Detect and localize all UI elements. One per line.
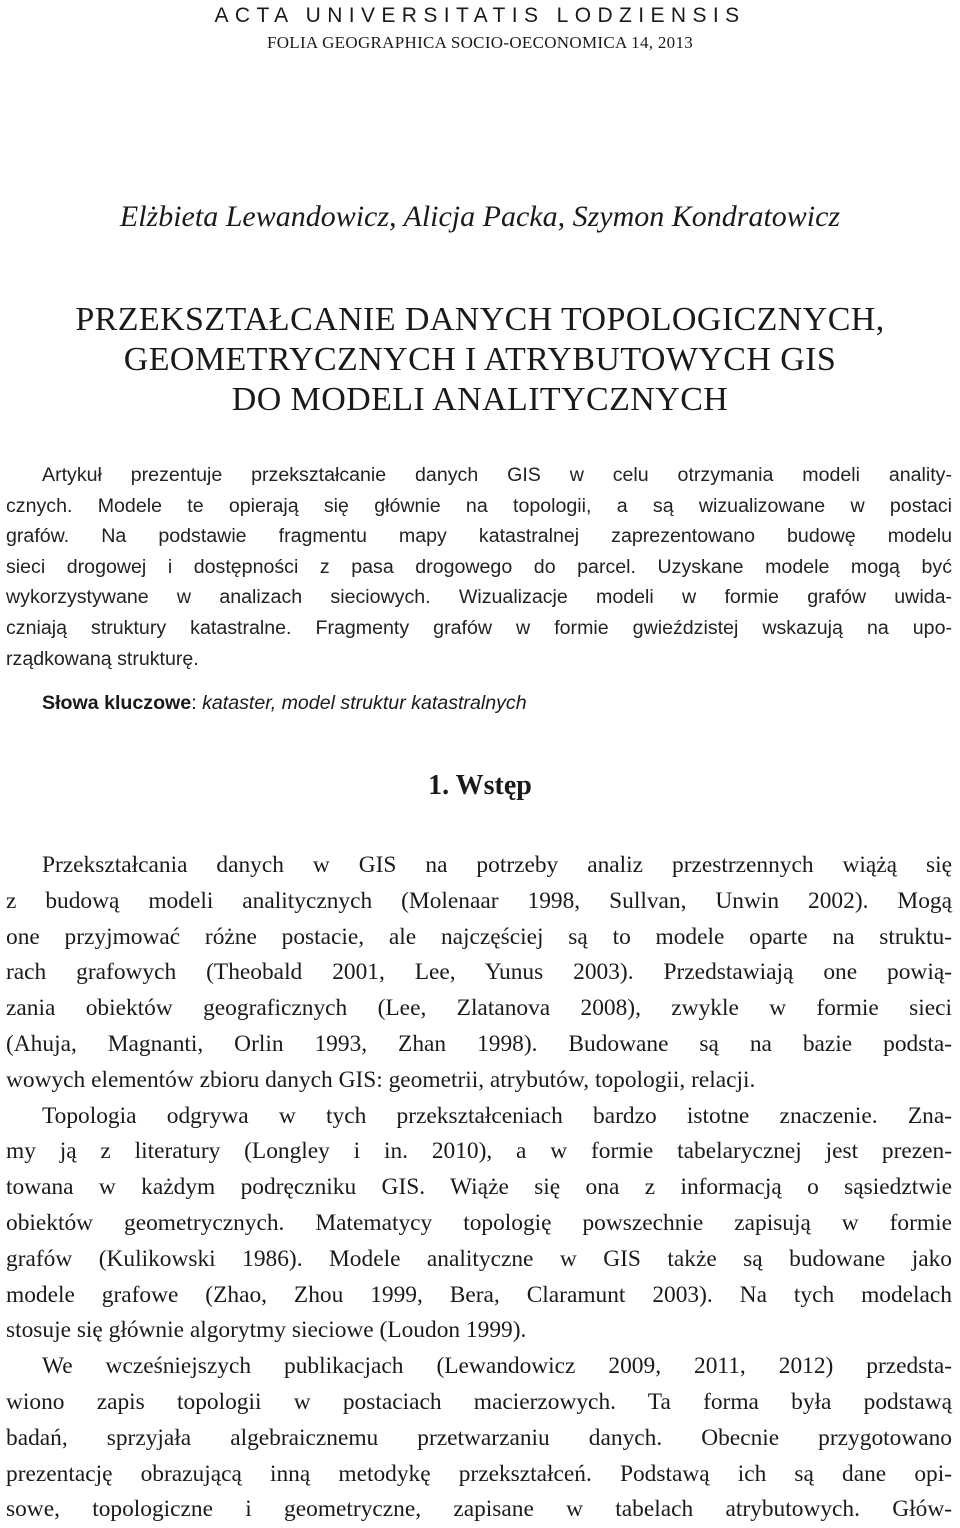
- keywords-values: kataster, model struktur katastralnych: [202, 692, 527, 714]
- abstract-line: grafów. Na podstawie fragmentu mapy katastralnej zaprezentowano budowę modelu: [6, 525, 952, 548]
- title-line: GEOMETRYCZNYCH I ATRYBUTOWYCH GIS: [123, 341, 837, 378]
- body-line: badań, sprzyjała algebraicznemu przetwarzaniu danych. Obecnie przygotowano: [6, 1424, 952, 1451]
- abstract-line: rządkowaną strukturę.: [6, 647, 199, 670]
- abstract-line: Artykuł prezentuje przekształcanie danych GIS w celu otrzymania modeli anality-: [42, 464, 952, 486]
- body-line: rach grafowych (Theobald 2001, Lee, Yunus 2003). Przedstawiają one powią-: [6, 959, 952, 986]
- body-line: z budową modeli analitycznych (Molenaar 1998, Sullvan, Unwin 2002). Mogą: [6, 887, 952, 914]
- abstract-line: czniają struktury katastralne. Fragmenty grafów w formie gwieździstej wskazują na upo-: [6, 616, 952, 639]
- body-line: Przekształcania danych w GIS na potrzeby analiz przestrzennych wiążą się: [42, 852, 952, 878]
- keywords-separator: :: [191, 692, 203, 714]
- body-line: stosuje się głównie algorytmy sieciowe (Loudon 1999).: [6, 1317, 527, 1344]
- body-line: one przyjmować różne postacie, ale najczęściej są to modele oparte na struktu-: [6, 923, 952, 950]
- body-line: wowych elementów zbioru danych GIS: geometrii, atrybutów, topologii, relacji.: [6, 1066, 756, 1093]
- body-line: wiono zapis topologii w postaciach macierzowych. Ta forma była podstawą: [6, 1388, 952, 1415]
- body-line: obiektów geometrycznych. Matematycy topologię powszechnie zapisują w formie: [6, 1209, 952, 1236]
- body-line: grafów (Kulikowski 1986). Modele analityczne w GIS także są budowane jako: [6, 1245, 952, 1272]
- section-heading: 1. Wstęp: [428, 770, 532, 801]
- journal-series: FOLIA GEOGRAPHICA SOCIO-OECONOMICA 14, 2013: [266, 33, 694, 52]
- abstract-line: cznych. Modele te opierają się głównie na topologii, a są wizualizowane w postaci: [6, 494, 952, 517]
- title-line: DO MODELI ANALITYCZNYCH: [231, 381, 729, 418]
- keywords-label: Słowa kluczowe: [42, 692, 192, 714]
- body-line: (Ahuja, Magnanti, Orlin 1993, Zhan 1998). Budowane są na bazie podsta-: [6, 1030, 952, 1057]
- body-line: prezentację obrazującą inną metodykę przekształceń. Podstawą ich są dane opi-: [6, 1460, 952, 1487]
- journal-name: ACTA UNIVERSITATIS LODZIENSIS: [214, 4, 746, 27]
- body-line: Topologia odgrywa w tych przekształceniach bardzo istotne znaczenie. Zna-: [42, 1102, 952, 1129]
- authors: Elżbieta Lewandowicz, Alicja Packa, Szymon Kondratowicz: [119, 200, 841, 233]
- abstract: [6, 460, 952, 674]
- abstract-line: sieci drogowej i dostępności z pasa drogowego do parcel. Uzyskane modele mogą być: [6, 555, 952, 578]
- body-line: sowe, topologiczne i geometryczne, zapisane w tabelach atrybutowych. Głów-: [6, 1496, 952, 1523]
- article-title: [0, 300, 960, 420]
- body-line: modele grafowe (Zhao, Zhou 1999, Bera, Claramunt 2003). Na tych modelach: [6, 1281, 952, 1308]
- abstract-line: wykorzystywane w analizach sieciowych. Wizualizacje modeli w formie grafów uwida-: [6, 586, 952, 609]
- body-line: towana w każdym podręczniku GIS. Wiąże się ona z informacją o sąsiedztwie: [6, 1174, 952, 1201]
- keywords: [42, 688, 527, 718]
- body-line: my ją z literatury (Longley i in. 2010), a w formie tabelarycznej jest prezen-: [6, 1138, 952, 1165]
- title-line: PRZEKSZTAŁCANIE DANYCH TOPOLOGICZNYCH,: [75, 301, 885, 338]
- body-line: zania obiektów geograficznych (Lee, Zlatanova 2008), zwykle w formie sieci: [6, 995, 952, 1022]
- body-text: [6, 848, 952, 1528]
- body-line: We wcześniejszych publikacjach (Lewandowicz 2009, 2011, 2012) przedsta-: [42, 1353, 952, 1380]
